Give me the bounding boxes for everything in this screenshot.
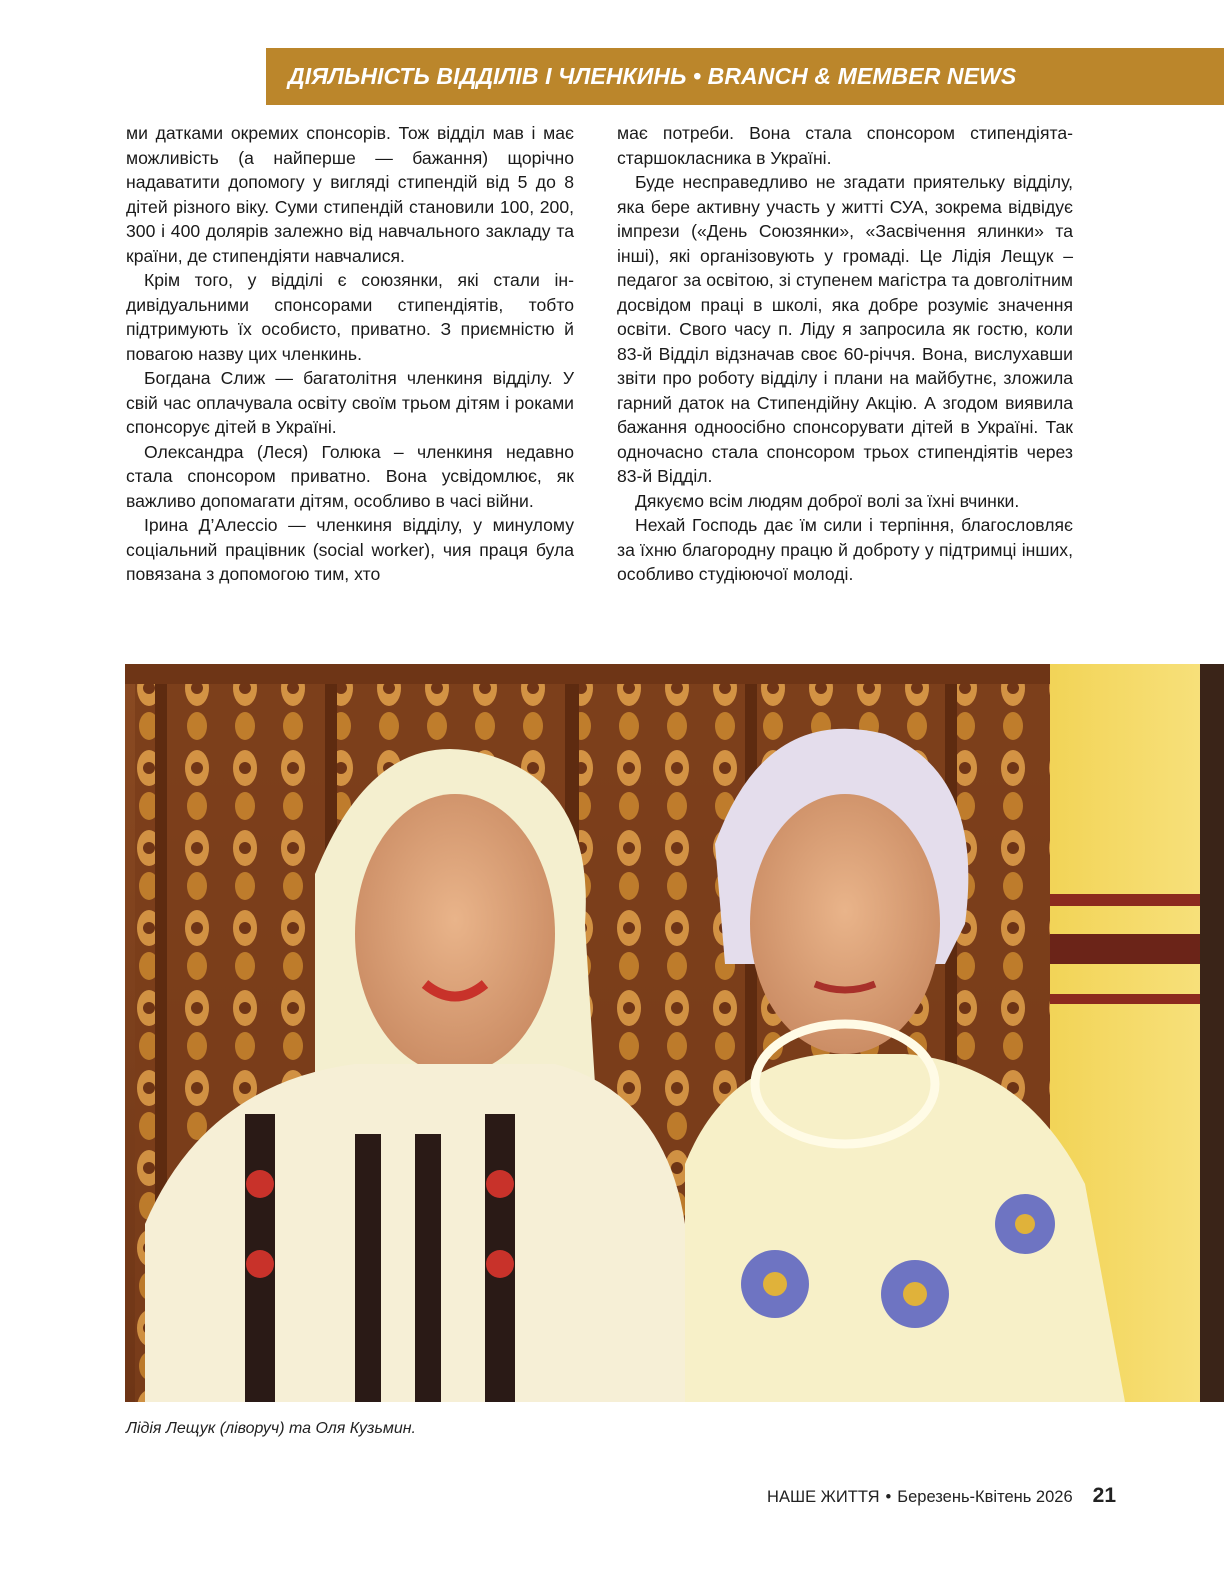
- paragraph: Буде несправедливо не згадати приятельку відділу, яка бере активну участь у житті СУА, зокрема відвідує імпрези («День Союзянки», «Засвічення ялинки» та інші), які організовують у громаді. Це Лідія Лещук – педагог за освітою, зі ступенем магістра та довголітним досвідом праці в школі, яка добре розуміє значення освіти. Свого часу п. Ліду я запросила як гостю, коли 83-й Відділ відзначав своє 60-річчя. Вона, вислухавши звіти про роботу відділу і плани на майбутнє, зложила гарний даток на Стипендійну Акцію. А згодом виявила бажання одноосібно спонсорувати дітей в Україні. Так одночасно стала спонсором трьох стипендіятів через 83-й Відділ.: [617, 172, 1073, 486]
- page-footer: [767, 1484, 1116, 1508]
- section-header-bar: [266, 48, 1224, 105]
- paragraph: Крім того, у відділі є союзянки, які стали індивідуальними спонсорами стипендіятів, тобто підтримують їх особисто, приватно. З приємністю й повагою назву цих членкинь.: [126, 270, 574, 364]
- photo-caption: Лідія Лещук (ліворуч) та Оля Кузьмин.: [126, 1420, 416, 1437]
- paragraph: ми датками окремих спонсорів. Тож відділ мав і має можливість (а найперше — бажання) щорічно надаватити допомогу у вигляді стипендій від 5 до 8 дітей різного віку. Суми стипендій становили 100, 200, 300 і 400 долярів залежно від навчального закладу та країни, де стипендіяти навчалися.: [126, 123, 574, 266]
- article-column-left: [126, 121, 574, 587]
- magazine-name: НАШЕ ЖИТТЯ: [767, 1488, 880, 1506]
- paragraph: має потреби. Вона стала спонсором стипендіята-старшокласника в Україні.: [617, 123, 1073, 168]
- issue-date: Березень-Квітень 2026: [897, 1488, 1073, 1506]
- article-column-right: [617, 121, 1073, 587]
- page-number: 21: [1092, 1484, 1116, 1507]
- footer-separator: •: [885, 1488, 892, 1506]
- paragraph: Олександра (Леся) Голюка – членкиня недавно стала спонсором приватно. Вона усвідомлює, як важливо допомагати дітям, особливо в часі війни.: [126, 441, 574, 511]
- paragraph: Дякуємо всім людям доброї волі за їхні вчинки.: [635, 490, 1020, 511]
- photo-two-women: [125, 664, 1224, 1402]
- paragraph: Нехай Господь дає їм сили і терпіння, благословляє за їхню благородну працю й доброту у підтримці інших, особливо студіюючої молоді.: [617, 515, 1073, 584]
- section-title: ДІЯЛЬНІСТЬ ВІДДІЛІВ І ЧЛЕНКИНЬ • BRANCH & MEMBER NEWS: [288, 63, 1017, 89]
- paragraph: Богдана Слиж — багатолітня членкиня відділу. У свій час оплачувала освіту своїм трьом дітям і роками спонсорує дітей в Україні.: [126, 368, 574, 437]
- photo-illustration: [125, 664, 1224, 1402]
- paragraph: Ірина Д’Алессіо — членкиня відділу, у минулому соціальний працівник (social worker), чия праця була повязана з допомогою тим, хто: [126, 515, 574, 584]
